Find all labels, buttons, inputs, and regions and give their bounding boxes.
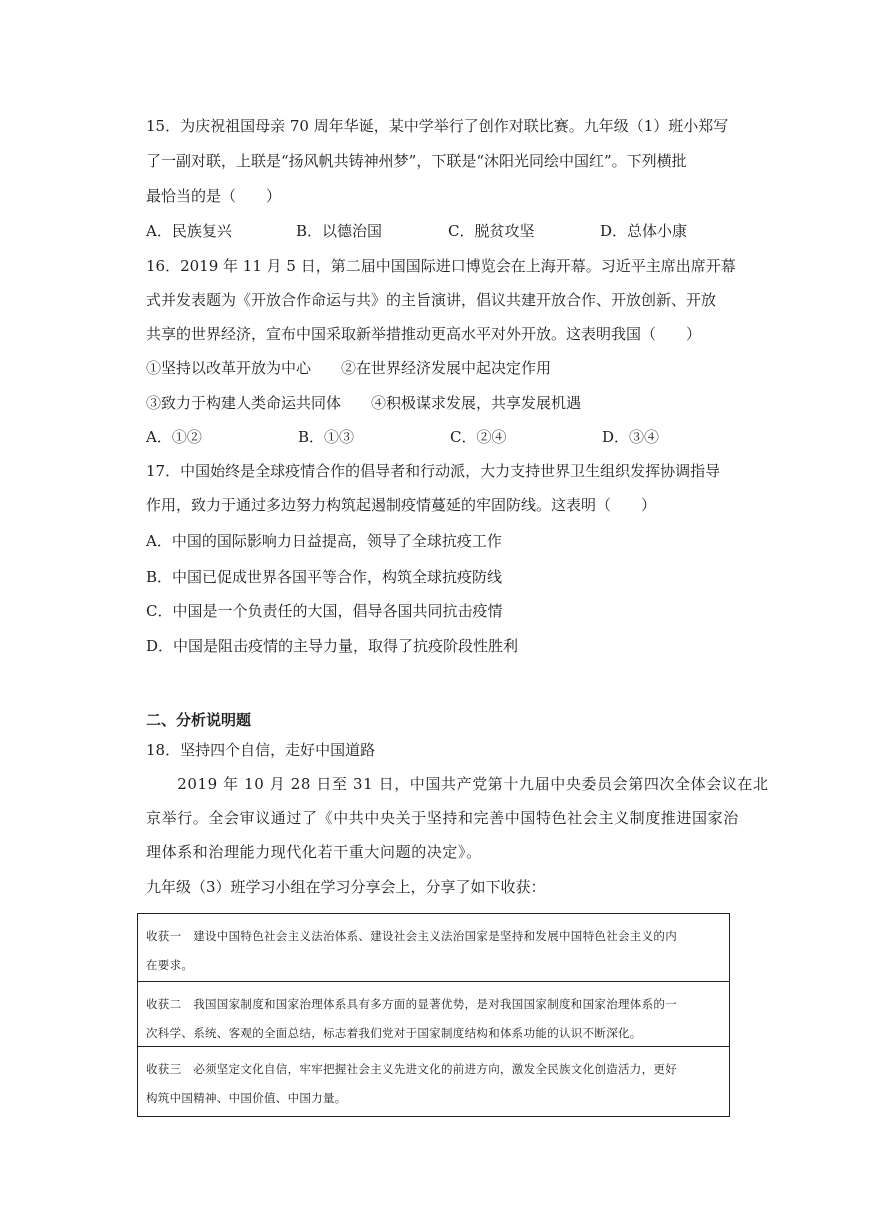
gain-row-1 <box>138 914 729 982</box>
q15-stem-line-3: 最恰当的是（ ） <box>146 187 282 205</box>
q17-option-a: A．中国的国际影响力日益提高，领导了全球抗疫工作 <box>146 532 502 550</box>
gain-row-3 <box>138 1047 729 1116</box>
q18-intro: 九年级（3）班学习小组在学习分享会上，分享了如下收获： <box>146 878 546 896</box>
gain-2-line-1: 收获二 我国国家制度和国家治理体系具有多方面的显著优势，是对我国国家制度和国家治理体系的一 <box>146 997 677 1011</box>
q15-options <box>146 221 706 241</box>
gain-3-line-2: 构筑中国精神、中国价值、中国力量。 <box>146 1091 347 1105</box>
q18-paragraph-line-3: 理体系和治理能力现代化若干重大问题的决定》。 <box>146 843 482 861</box>
gain-1-line-1: 收获一 建设中国特色社会主义法治体系、建设社会主义法治国家是坚持和发展中国特色社会主义的内 <box>146 929 677 943</box>
q16-option-b: B．①③ <box>298 428 355 446</box>
q15-option-c: C．脱贫攻坚 <box>448 222 535 240</box>
q17-option-d: D．中国是阻击疫情的主导力量，取得了抗疫阶段性胜利 <box>146 637 519 655</box>
q16-stem-line-3: 共享的世界经济，宣布中国采取新举措推动更高水平对外开放。这表明我国（ ） <box>146 325 702 343</box>
q17-stem-line-1: 17．中国始终是全球疫情合作的倡导者和行动派，大力支持世界卫生组织发挥协调指导 <box>146 462 721 480</box>
q16-option-c: C．②④ <box>450 428 507 446</box>
q18-paragraph-line-1: 2019 年 10 月 28 日至 31 日，中国共产党第十九届中央委员会第四次全体会议在北 <box>146 775 769 793</box>
q15-option-d: D．总体小康 <box>600 222 688 240</box>
gain-2-line-2: 次科学、系统、客观的全面总结，标志着我们党对于国家制度结构和体系功能的认识不断深化。 <box>146 1026 642 1040</box>
q15-option-a: A．民族复兴 <box>146 222 232 240</box>
q16-statements-2: ③致力于构建人类命运共同体 ④积极谋求发展，共享发展机遇 <box>146 394 582 412</box>
gain-1-line-2: 在要求。 <box>146 958 194 972</box>
q16-options <box>146 427 706 447</box>
q15-stem-line-1: 15．为庆祝祖国母亲 70 周年华诞，某中学举行了创作对联比赛。九年级（1）班小郑写 <box>146 117 729 135</box>
q17-option-b: B．中国已促成世界各国平等合作，构筑全球抗疫防线 <box>146 568 503 586</box>
gain-row-2 <box>138 982 729 1047</box>
q16-stem-line-1: 16．2019 年 11 月 5 日，第二届中国国际进口博览会在上海开幕。习近平主席出席开幕 <box>146 257 736 275</box>
section-title: 二、分析说明题 <box>146 711 252 729</box>
q16-option-a: A．①② <box>146 428 202 446</box>
q16-statements-1: ①坚持以改革开放为中心 ②在世界经济发展中起决定作用 <box>146 359 552 377</box>
gains-table <box>137 913 730 1117</box>
q16-stem-line-2: 式并发表题为《开放合作命运与共》的主旨演讲，倡议共建开放合作、开放创新、开放 <box>146 291 717 309</box>
gain-3-line-1: 收获三 必须坚定文化自信，牢牢把握社会主义先进文化的前进方向，激发全民族文化创造活力，更好 <box>146 1062 677 1076</box>
q18-paragraph-line-2: 京举行。全会审议通过了《中共中央关于坚持和完善中国特色社会主义制度推进国家治 <box>146 809 739 827</box>
q15-option-b: B．以德治国 <box>296 222 383 240</box>
q16-option-d: D．③④ <box>602 428 660 446</box>
q15-stem-line-2: 了一副对联，上联是“扬风帆共铸神州梦”，下联是“沐阳光同绘中国红”。下列横批 <box>146 152 687 170</box>
q17-option-c: C．中国是一个负责任的大国，倡导各国共同抗击疫情 <box>146 602 503 620</box>
q18-title: 18．坚持四个自信，走好中国道路 <box>146 741 376 759</box>
q17-stem-line-2: 作用，致力于通过多边努力构筑起遏制疫情蔓延的牢固防线。这表明（ ） <box>146 496 657 514</box>
